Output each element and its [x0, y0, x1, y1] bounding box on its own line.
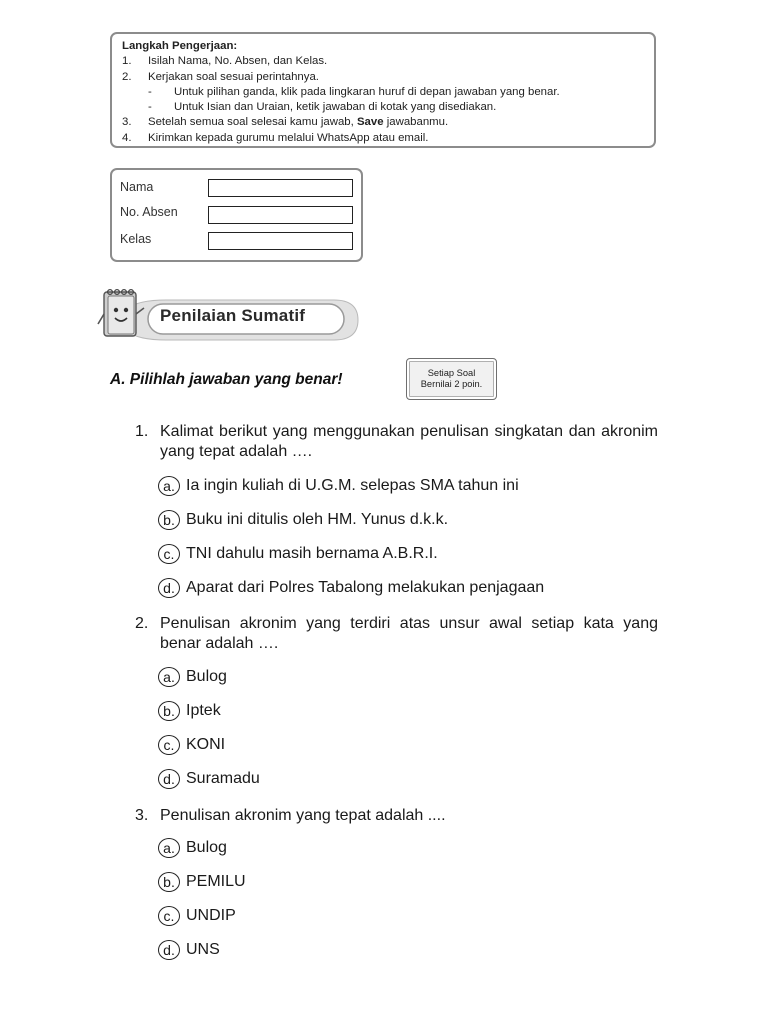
option-text: Iptek — [186, 702, 221, 719]
q2-option-c[interactable] — [158, 734, 225, 756]
option-circle[interactable]: a. — [158, 838, 180, 858]
option-circle[interactable]: d. — [158, 940, 180, 960]
option-text: TNI dahulu masih bernama A.B.R.I. — [186, 545, 438, 562]
option-circle[interactable]: c. — [158, 906, 180, 926]
option-circle[interactable]: d. — [158, 578, 180, 598]
class-field[interactable] — [208, 232, 353, 250]
question-3 — [135, 806, 658, 826]
option-text: PEMILU — [186, 873, 246, 890]
q1-option-c[interactable] — [158, 543, 438, 565]
question-2 — [135, 614, 658, 654]
question-number: 3. — [135, 807, 149, 824]
q1-option-d[interactable] — [158, 577, 544, 599]
q2-option-b[interactable] — [158, 700, 221, 722]
q2-option-a[interactable] — [158, 666, 227, 688]
q1-option-b[interactable] — [158, 509, 448, 531]
q3-option-c[interactable] — [158, 905, 236, 927]
q3-option-a[interactable] — [158, 837, 227, 859]
absen-field[interactable] — [208, 206, 353, 224]
option-text: KONI — [186, 736, 226, 753]
instruction-step-3: 3. Setelah semua soal selesai kamu jawab, Save jawabanmu. — [122, 116, 449, 129]
instruction-substep-1: - Untuk pilihan ganda, klik pada lingkaran huruf di depan jawaban yang benar. — [148, 85, 560, 98]
q2-option-d[interactable] — [158, 768, 260, 790]
instructions-title: Langkah Pengerjaan: — [122, 40, 238, 52]
option-circle[interactable]: c. — [158, 544, 180, 564]
q1-option-a[interactable] — [158, 475, 519, 497]
option-circle[interactable]: a. — [158, 667, 180, 687]
class-label: Kelas — [120, 232, 152, 246]
q3-option-d[interactable] — [158, 939, 220, 961]
option-text: Ia ingin kuliah di U.G.M. selepas SMA tahun ini — [186, 477, 519, 494]
instruction-step-4: 4. Kirimkan kepada gurumu melalui WhatsApp atau email. — [122, 131, 429, 144]
name-label: Nama — [120, 180, 154, 194]
name-field[interactable] — [208, 179, 353, 197]
option-text: Bulog — [186, 668, 227, 685]
points-badge: Setiap Soal Bernilai 2 poin. — [406, 358, 497, 400]
instruction-step-1: 1. Isilah Nama, No. Absen, dan Kelas. — [122, 55, 328, 68]
option-text: Aparat dari Polres Tabalong melakukan penjagaan — [186, 579, 545, 596]
section-a-title: A. Pilihlah jawaban yang benar! — [110, 371, 343, 388]
option-circle[interactable]: b. — [158, 701, 180, 721]
option-text: Suramadu — [186, 770, 260, 787]
option-text: Buku ini ditulis oleh HM. Yunus d.k.k. — [186, 511, 449, 528]
question-1 — [135, 422, 658, 462]
question-number: 1. — [135, 423, 149, 440]
option-text: Bulog — [186, 839, 227, 856]
option-text: UNDIP — [186, 907, 236, 924]
option-circle[interactable]: b. — [158, 872, 180, 892]
identity-box — [110, 168, 363, 262]
option-circle[interactable]: c. — [158, 735, 180, 755]
option-circle[interactable]: d. — [158, 769, 180, 789]
q3-option-b[interactable] — [158, 871, 246, 893]
instruction-substep-2: - Untuk Isian dan Uraian, ketik jawaban di kotak yang disediakan. — [148, 101, 497, 114]
option-circle[interactable]: b. — [158, 510, 180, 530]
question-text: Kalimat berikut yang menggunakan penulisan singkatan dan akronim yang tepat adalah …. — [160, 423, 658, 460]
question-text: Penulisan akronim yang terdiri atas unsur awal setiap kata yang benar adalah …. — [160, 615, 658, 652]
instruction-step-2: 2. Kerjakan soal sesuai perintahnya. — [122, 70, 319, 83]
absen-label: No. Absen — [120, 205, 178, 219]
question-number: 2. — [135, 615, 149, 632]
banner-title: Penilaian Sumatif — [160, 306, 306, 325]
option-circle[interactable]: a. — [158, 476, 180, 496]
question-text: Penulisan akronim yang tepat adalah .... — [160, 807, 446, 824]
option-text: UNS — [186, 941, 220, 958]
instructions-box — [110, 32, 656, 148]
